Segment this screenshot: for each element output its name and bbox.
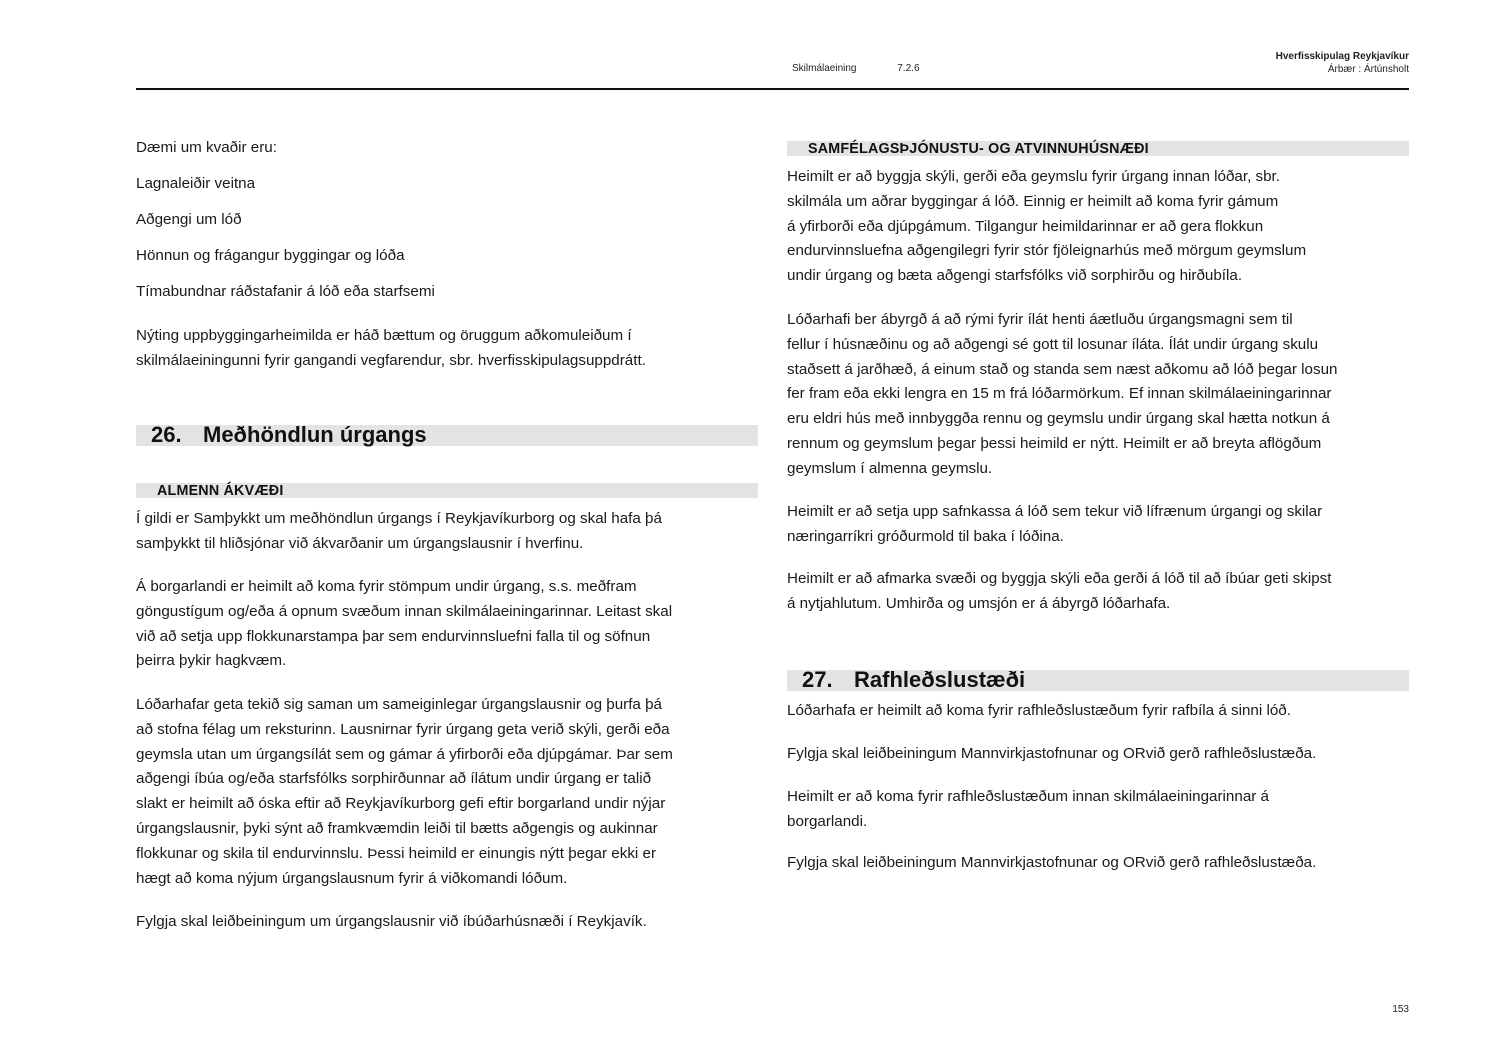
running-header-publication: [1276, 50, 1409, 76]
section-title: Meðhöndlun úrgangs: [203, 422, 427, 447]
paragraph-line: hægt að koma nýjum úrgangslausnum fyrir á viðkomandi lóðum.: [136, 869, 568, 887]
paragraph-line: skilmálaeiningunni fyrir gangandi vegfarendur, sbr. hverfisskipulagsuppdrátt.: [136, 351, 646, 369]
paragraph: [787, 308, 1409, 482]
paragraph-line: Í gildi er Samþykkt um meðhöndlun úrgangs í Reykjavíkurborg og skal hafa þá: [136, 510, 662, 527]
paragraph: [787, 742, 1409, 767]
paragraph-line: Heimilt er að setja upp safnkassa á lóð sem tekur við lífrænum úrgangi og skilar: [787, 503, 1323, 520]
page-number: 153: [1392, 1004, 1409, 1015]
subheading-text: ALMENN ÁKVÆÐI: [157, 483, 284, 499]
paragraph-line: skilmála um aðrar byggingar á lóð. Einnig er heimilt að koma fyrir gámum: [787, 192, 1279, 210]
paragraph-line: flokkunar og skila til endurvinnslu. Þessi heimild er einungis nýtt þegar ekki er: [136, 844, 657, 862]
paragraph-line: geymsla utan um úrgangsílát sem og gámar á yfirborði eða djúpgámar. Þar sem: [136, 745, 673, 763]
paragraph: [136, 575, 758, 674]
district-label: Árbær : Ártúnsholt: [1327, 64, 1409, 75]
paragraph-line: Heimilt er að koma fyrir rafhleðslustæðum innan skilmálaeiningarinnar á: [787, 788, 1269, 805]
paragraph-line: Heimilt er að afmarka svæði og byggja skýli eða gerði á lóð til að íbúar geti skipst: [787, 570, 1332, 587]
paragraph-line: Lóðarhafi ber ábyrgð á að rými fyrir ílát henti áætluðu úrgangsmagni sem til: [787, 311, 1293, 328]
subheading-community-commercial: [787, 141, 1409, 156]
paragraph: [787, 500, 1409, 550]
paragraph-line: Lóðarhafar geta tekið sig saman um sameiginlegar úrgangslausnir og þurfa þá: [136, 696, 662, 713]
section-heading-26: [136, 422, 758, 447]
paragraph-line: Fylgja skal leiðbeiningum Mannvirkjastofnunar og ORvið gerð rafhleðslustæða.: [787, 854, 1317, 871]
subheading-text: SAMFÉLAGSÞJÓNUSTU- OG ATVINNUHÚSNÆÐI: [808, 141, 1149, 157]
section-title: Rafhleðslustæði: [854, 667, 1026, 692]
section-number: 26.: [151, 422, 182, 447]
paragraph-line: fellur í húsnæðinu og að aðgengi sé gott til losunar íláta. Ílát undir úrgang skulu: [787, 335, 1319, 353]
intro-text: Dæmi um kvaðir eru:: [136, 139, 277, 156]
paragraph: [787, 165, 1409, 289]
paragraph-line: á nytjahlutum. Umhirða og umsjón er á ábyrgð lóðarhafa.: [787, 594, 1171, 612]
paragraph-line: slakt er heimilt að óska eftir að Reykjavíkurborg gefi eftir borgarland undir nýjar: [136, 795, 666, 813]
paragraph-line: rennum og geymslum þegar þessi heimild er nýtt. Heimilt er að breyta aflögðum: [787, 434, 1322, 452]
paragraph-line: á yfirborði eða djúpgámum. Tilgangur heimildarinnar er að gera flokkun: [787, 217, 1264, 235]
paragraph: [787, 699, 1409, 724]
paragraph-line: Fylgja skal leiðbeiningum Mannvirkjastofnunar og ORvið gerð rafhleðslustæða.: [787, 745, 1317, 762]
list-item: Lagnaleiðir veitna: [136, 175, 256, 192]
paragraph-line: göngustígum og/eða á opnum svæðum innan skilmálaeiningarinnar. Leitast skal: [136, 602, 673, 620]
section-number: 7.2.6: [897, 63, 920, 74]
paragraph-line: Fylgja skal leiðbeiningum um úrgangslausnir við íbúðarhúsnæði í Reykjavík.: [136, 913, 647, 930]
paragraph-line: samþykkt til hliðsjónar við ákvarðanir um úrgangslausnir í hverfinu.: [136, 534, 584, 552]
paragraph-line: þeirra þykir hagkvæm.: [136, 652, 287, 670]
paragraph: [787, 567, 1409, 617]
paragraph-line: fer fram eða ekki lengra en 15 m frá lóðarmörkum. Ef innan skilmálaeiningarinnar: [787, 385, 1332, 403]
paragraph-line: borgarlandi.: [787, 812, 868, 830]
paragraph-line: Nýting uppbyggingarheimilda er háð bættum og öruggum aðkomuleiðum í: [136, 327, 632, 344]
section-heading-27: [787, 667, 1409, 692]
paragraph-line: Á borgarlandi er heimilt að koma fyrir stömpum undir úrgang, s.s. meðfram: [136, 578, 637, 595]
access-paragraph: [136, 324, 758, 374]
paragraph-line: undir úrgang og bæta aðgengi starfsfólks við sorphirðu og hirðubíla.: [787, 267, 1243, 285]
running-header-section: [792, 63, 920, 74]
paragraph-line: næringarríkri gróðurmold til baka í lóðina.: [787, 527, 1064, 545]
paragraph-line: endurvinnsluefna aðgengilegri fyrir stór fjöleignarhús með mörgum geymslum: [787, 242, 1307, 260]
list-item: Tímabundnar ráðstafanir á lóð eða starfsemi: [136, 283, 435, 300]
paragraph-line: Lóðarhafa er heimilt að koma fyrir rafhleðslustæðum fyrir rafbíla á sinni lóð.: [787, 702, 1291, 719]
paragraph-line: við að setja upp flokkunarstampa þar sem endurvinnsluefni falla til og söfnun: [136, 627, 651, 645]
paragraph: [136, 910, 758, 935]
paragraph-line: úrgangslausnir, þyki sýnt að framkvæmdin leiði til bætts aðgengis og aukinnar: [136, 819, 658, 837]
section-label: Skilmálaeining: [792, 63, 857, 74]
paragraph-line: eru eldri hús með innbyggða rennu og geymslu undir úrgang skal hætta notkun á: [787, 410, 1330, 428]
publication-title: Hverfisskipulag Reykjavíkur: [1275, 51, 1409, 62]
header-divider: [136, 88, 1409, 90]
paragraph: [787, 851, 1409, 876]
paragraph-line: aðgengi íbúa og/eða starfsfólks sorphirðunnar að ílátum undir úrgang er talið: [136, 770, 652, 788]
section-number: 27.: [802, 667, 833, 692]
paragraph-line: staðsett á jarðhæð, á einum stað og standa sem næst aðkomu að lóð þegar losun: [787, 360, 1338, 378]
paragraph: [136, 693, 758, 891]
paragraph: [136, 507, 758, 557]
subheading-general-provisions: [136, 483, 758, 498]
list-item: Hönnun og frágangur byggingar og lóða: [136, 247, 405, 264]
paragraph-line: að stofna félag um reksturinn. Lausnirnar fyrir úrgang geta verið skýli, gerði eða: [136, 720, 670, 738]
paragraph-line: geymslum í almenna geymslu.: [787, 459, 993, 477]
list-item: Aðgengi um lóð: [136, 211, 242, 228]
paragraph: [787, 785, 1409, 835]
paragraph-line: Heimilt er að byggja skýli, gerði eða geymslu fyrir úrgang innan lóðar, sbr.: [787, 168, 1280, 185]
